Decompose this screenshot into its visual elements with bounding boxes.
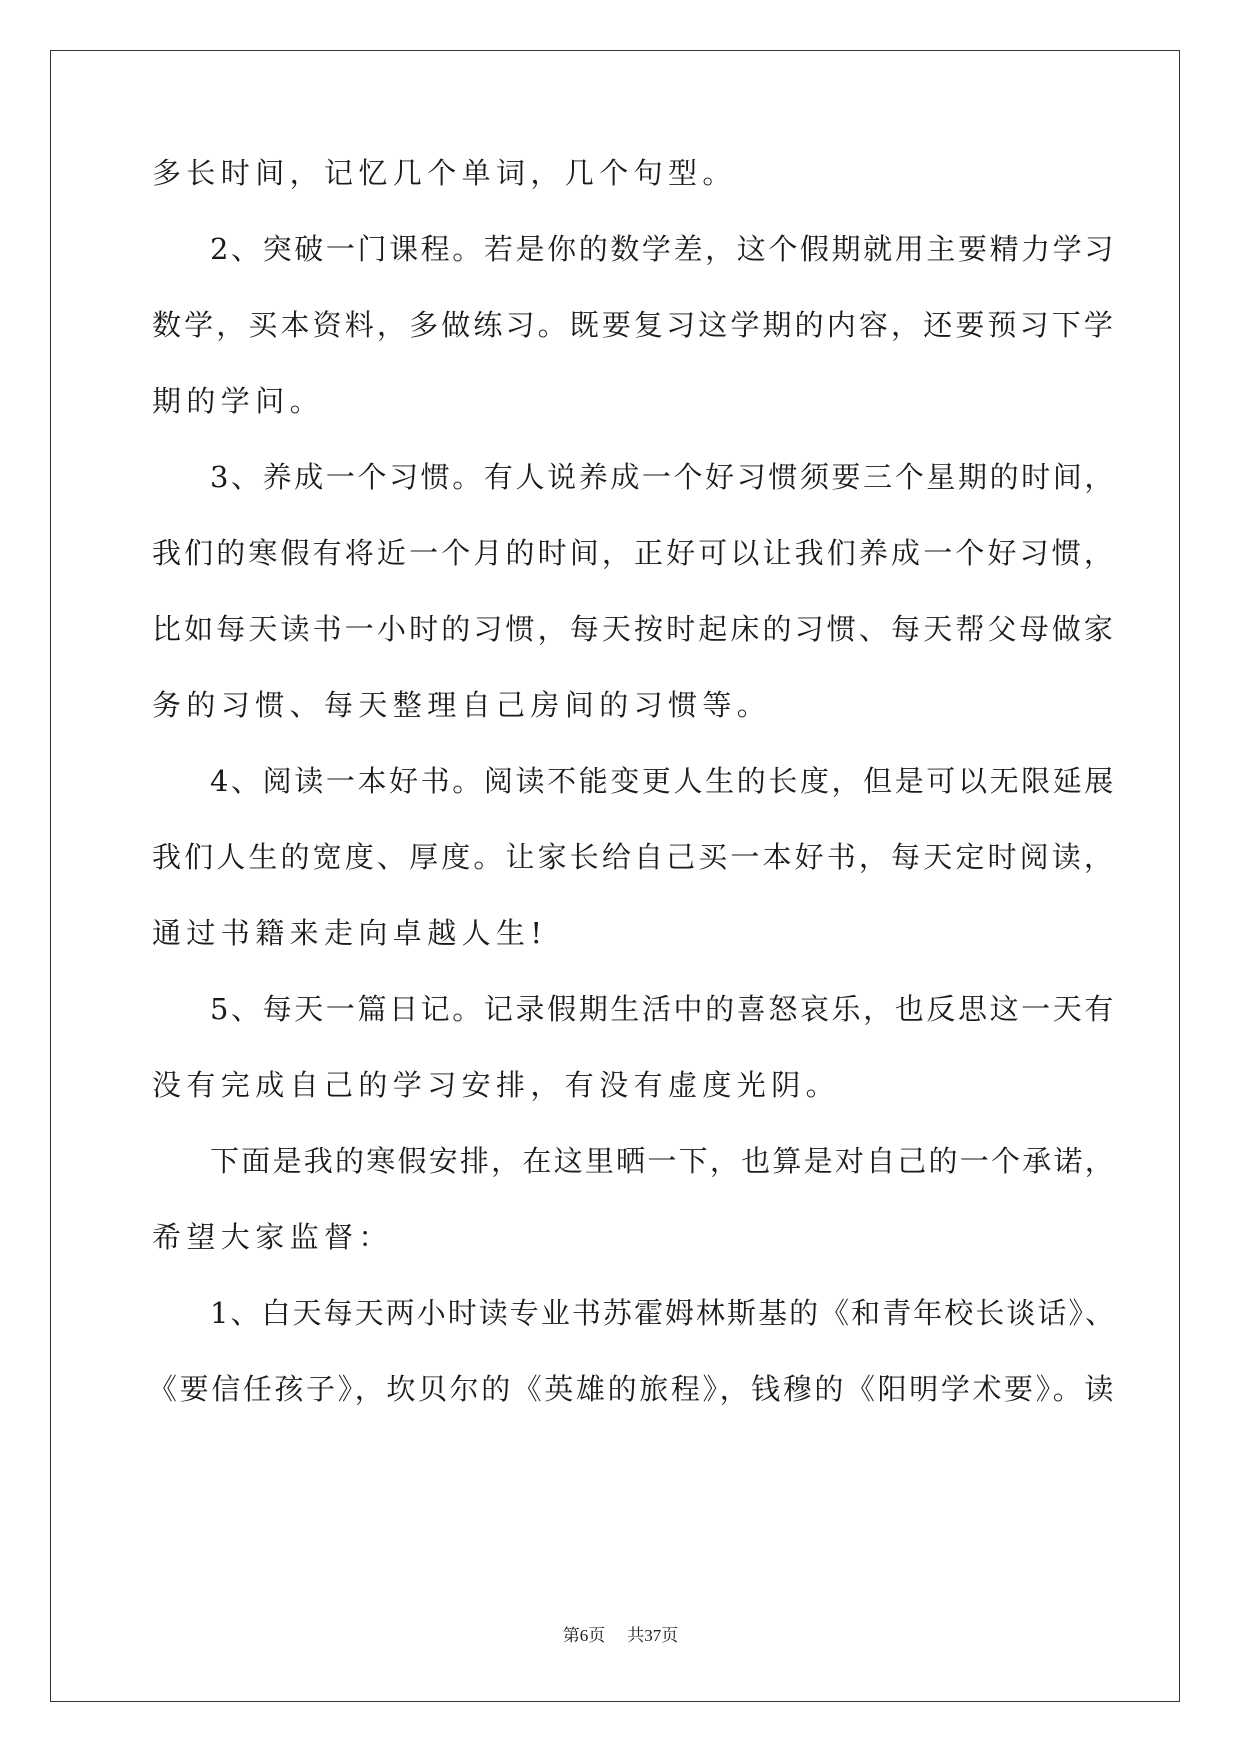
text-line: 多长时间，记忆几个单词，几个句型。 <box>152 156 737 190</box>
text-line: 没有完成自己的学习安排，有没有虚度光阴。 <box>152 1068 841 1102</box>
text-line: 《要信任孩子》，坎贝尔的《英雄的旅程》，钱穆的《阳明学术要》。读 <box>148 1372 1116 1406</box>
paragraph-start-line: 2、突破一门课程。若是你的数学差，这个假期就用主要精力学习 <box>210 232 1116 266</box>
text-line: 我们的寒假有将近一个月的时间，正好可以让我们养成一个好习惯， <box>152 536 1116 570</box>
paragraph-start-line: 3、养成一个习惯。有人说养成一个好习惯须要三个星期的时间， <box>210 460 1116 494</box>
paragraph-start-line: 4、阅读一本好书。阅读不能变更人生的长度，但是可以无限延展 <box>210 764 1116 798</box>
text-line: 务的习惯、每天整理自己房间的习惯等。 <box>152 688 772 722</box>
text-line: 比如每天读书一小时的习惯，每天按时起床的习惯、每天帮父母做家 <box>152 612 1116 646</box>
text-line: 期的学问。 <box>152 384 325 418</box>
paragraph-start-line: 下面是我的寒假安排，在这里晒一下，也算是对自己的一个承诺， <box>210 1144 1116 1178</box>
page-number: 第6页 <box>562 1626 606 1645</box>
page-total: 共37页 <box>627 1626 679 1645</box>
text-line: 希望大家监督： <box>152 1220 393 1254</box>
paragraph-start-line: 5、每天一篇日记。记录假期生活中的喜怒哀乐，也反思这一天有 <box>210 992 1116 1026</box>
text-line: 通过书籍来走向卓越人生! <box>152 916 548 950</box>
page-footer <box>0 1624 1241 1648</box>
text-line: 数学，买本资料，多做练习。既要复习这学期的内容，还要预习下学 <box>152 308 1116 342</box>
text-line: 我们人生的宽度、厚度。让家长给自己买一本好书，每天定时阅读， <box>152 840 1116 874</box>
paragraph-start-line: 1、白天每天两小时读专业书苏霍姆林斯基的《和青年校长谈话》、 <box>210 1296 1116 1330</box>
